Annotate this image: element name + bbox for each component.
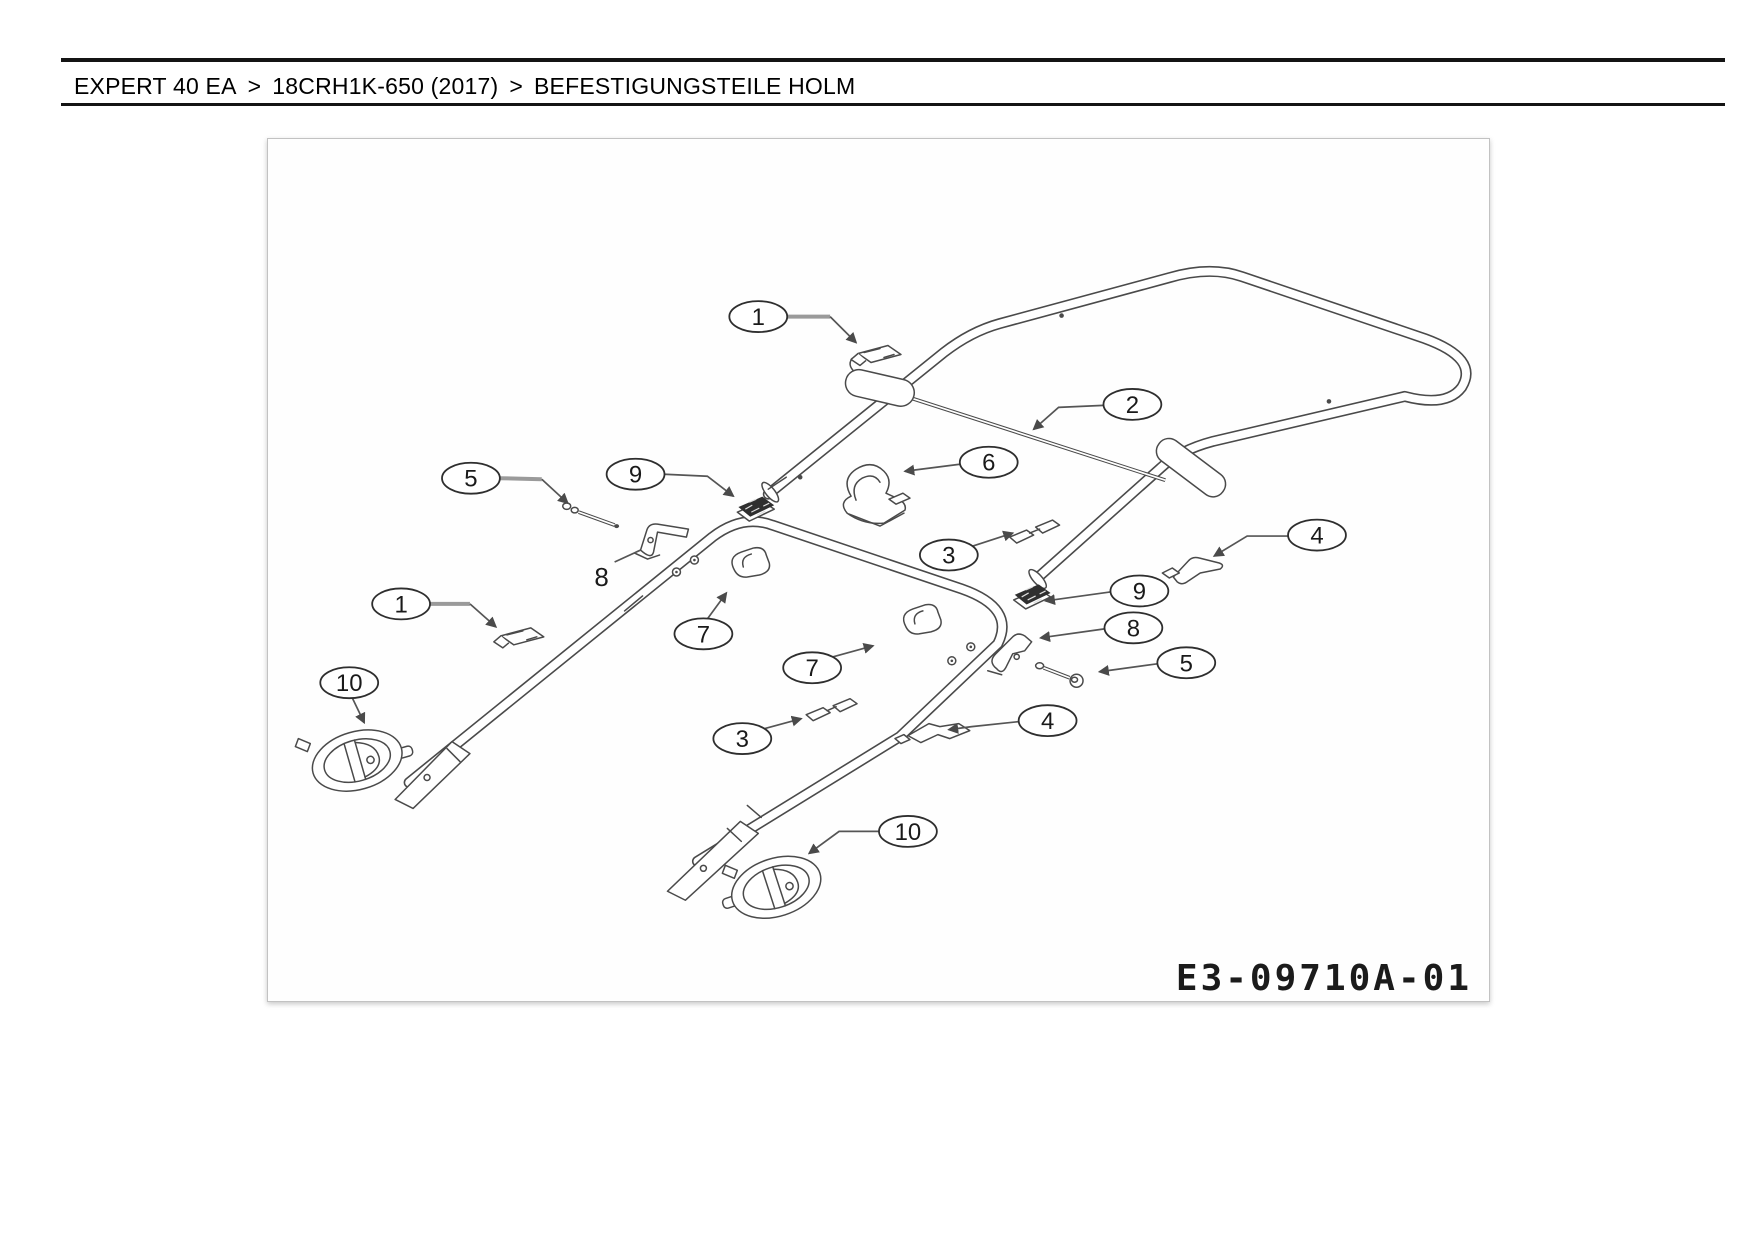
header-rule-top <box>61 58 1725 62</box>
callout-label: 3 <box>942 542 956 570</box>
callout-10 <box>809 816 937 853</box>
part-clamp-7-second <box>904 605 942 634</box>
breadcrumb-separator: > <box>509 73 523 99</box>
callout-label: 10 <box>335 670 363 698</box>
callout-leader-line <box>905 464 960 471</box>
callout-label: 2 <box>1125 391 1140 419</box>
callout-leader-line <box>664 474 733 496</box>
callout-5 <box>1099 647 1215 678</box>
callout-label: 9 <box>1132 578 1147 606</box>
callout-7 <box>783 646 873 683</box>
callout-6 <box>905 447 1018 478</box>
part-bracket-8-left <box>635 524 689 559</box>
callout-label: 10 <box>894 818 922 846</box>
callout-leader-line <box>1046 592 1111 601</box>
callout-8 <box>594 550 640 592</box>
callout-label: 1 <box>751 304 765 332</box>
callout-leader-line <box>809 831 879 853</box>
callout-5 <box>442 463 568 503</box>
callout-9 <box>1046 575 1169 606</box>
callout-label: 7 <box>696 621 711 649</box>
callout-2 <box>1034 389 1162 429</box>
part-cable <box>843 358 1231 501</box>
callout-8 <box>1041 612 1163 643</box>
callout-leader-line <box>352 698 364 723</box>
drawing-number: E3-09710A-01 <box>1175 958 1472 999</box>
part-bolt-5-left <box>563 503 619 528</box>
callout-4 <box>1214 520 1346 556</box>
breadcrumb-item[interactable]: EXPERT 40 EA <box>74 73 237 99</box>
callout-leader-line <box>1034 405 1104 429</box>
callout-10 <box>320 667 378 722</box>
breadcrumb-separator: > <box>247 73 262 99</box>
callout-leader-line <box>973 533 1013 546</box>
callout-label: 8 <box>594 563 609 592</box>
part-clips-3-upper <box>1010 520 1060 543</box>
callout-label: 1 <box>394 591 408 619</box>
part-wheel-10-left <box>295 717 419 801</box>
diagram-panel <box>267 138 1490 1002</box>
exploded-diagram-svg <box>268 139 1489 1001</box>
callout-leader-line <box>1099 664 1157 672</box>
callout-9 <box>607 459 734 496</box>
callout-leader-line <box>707 593 726 619</box>
callout-label: 9 <box>628 461 643 489</box>
part-clip-1-left <box>494 628 544 648</box>
callout-leader-line <box>830 317 856 343</box>
callout-leader-line <box>833 646 873 657</box>
header-rule-bottom <box>61 103 1725 106</box>
breadcrumb-item[interactable]: 18CRH1K-650 (2017) <box>272 73 499 99</box>
callout-leader-line <box>764 719 801 729</box>
callout-leader-line <box>615 550 641 562</box>
callout-7 <box>674 593 732 649</box>
breadcrumb <box>74 73 855 100</box>
callout-label: 7 <box>805 655 819 683</box>
callout-leader-stub <box>500 478 542 479</box>
callout-label: 4 <box>1310 522 1324 550</box>
callout-label: 6 <box>982 449 996 477</box>
callout-label: 8 <box>1126 615 1141 643</box>
upper-handle-tube <box>759 271 1466 590</box>
callout-leader-line <box>470 604 496 627</box>
part-cable-guide-6 <box>843 465 910 526</box>
breadcrumb-item[interactable]: BEFESTIGUNGSTEILE HOLM <box>533 73 856 99</box>
part-strap-4-right <box>1162 557 1222 583</box>
callout-3 <box>920 533 1013 570</box>
callout-label: 5 <box>1179 650 1193 678</box>
part-clip-1-top <box>851 346 901 366</box>
callout-leader-line <box>1214 536 1288 556</box>
part-clips-3-bottom <box>806 699 857 721</box>
callout-leader-line <box>542 479 568 503</box>
callout-1 <box>729 301 856 342</box>
part-bolt-5-right <box>1036 663 1083 687</box>
callout-label: 4 <box>1040 708 1055 736</box>
callout-leader-line <box>1041 629 1105 638</box>
callout-label: 3 <box>735 726 749 754</box>
callout-label: 5 <box>464 465 478 493</box>
part-clamp-7-first <box>732 548 770 577</box>
callout-1 <box>372 588 496 626</box>
callout-3 <box>713 719 801 754</box>
